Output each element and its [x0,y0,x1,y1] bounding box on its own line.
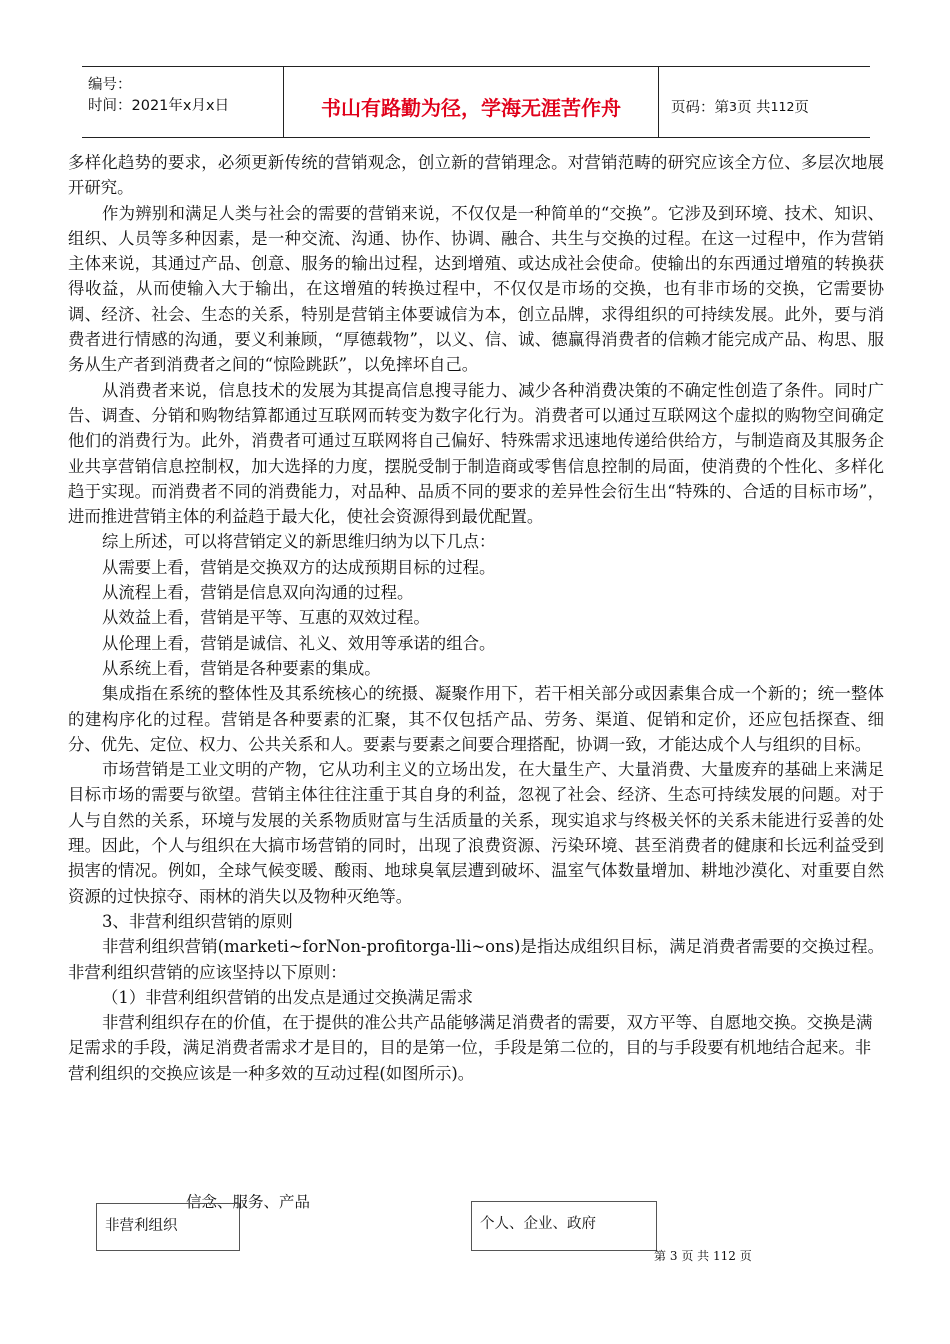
paragraph: 综上所述，可以将营销定义的新思维归纳为以下几点： [102,532,496,552]
section-heading: 3、非营利组织营销的原则 [102,911,293,931]
subsection-heading: （1）非营利组织营销的出发点是通过交换满足需求 [102,987,474,1007]
page-mid: 页 共 [736,99,771,116]
list-item: 从伦理上看，营销是诚信、礼义、效用等承诺的组合。 [102,633,496,653]
list-item: 从系统上看，营销是各种要素的集成。 [102,658,381,678]
page-suffix: 页 [794,99,809,116]
page-current: 3 [729,98,737,114]
header-page-info [659,67,870,137]
diagram-box-stakeholders: 个人、企业、政府 [471,1201,657,1251]
footer-current: 3 [669,1249,678,1263]
header-motto: 书山有路勤为径，学海无涯苦作舟 [284,67,659,137]
page-prefix: 页码：第 [671,99,729,116]
paragraph: 多样化趋势的要求，必须更新传统的营销观念，创立新的营销理念。对营销范畴的研究应该全方位、多层次地展开研究。 [68,153,884,198]
page-footer [654,1247,752,1264]
footer-suffix: 页 [739,1249,752,1263]
paragraph: 非营利组织营销(marketi~forNon-profitorga-lli~ons)是指达成组织目标，满足消费者需要的交换过程。非营利组织营销的应该坚持以下原则： [68,937,884,982]
footer-prefix: 第 [654,1249,667,1263]
time-label: 时间：2021年x月x日 [88,98,230,114]
paragraph: 市场营销是工业文明的产物，它从功利主义的立场出发，在大量生产、大量消费、大量废弃的基础上来满足目标市场的需要与欲望。营销主体往往注重于其自身的利益，忽视了社会、经济、生态可持续发展的问题。对于人与自然的关系，环境与发展的关系物质财富与生活质量的关系，现实追求与终极关怀的关系未能进行妥善的处理。因此，个人与组织在大搞市场营销的同时，出现了浪费资源、污染环境、甚至消费者的健康和长远利益受到损害的情况。例如，全球气候变暖、酸雨、地球臭氧层遭到破坏、温室气体数量增加、耕地沙漠化、对重要自然资源的过快掠夺、雨林的消失以及物种灭绝等。 [68,760,884,906]
list-item: 从需要上看，营销是交换双方的达成预期目标的过程。 [102,557,496,577]
list-item: 从流程上看，营销是信息双向沟通的过程。 [102,583,414,603]
paragraph: 作为辨别和满足人类与社会的需要的营销来说，不仅仅是一种简单的“交换”。它涉及到环境、技术、知识、组织、人员等多种因素，是一种交流、沟通、协作、协调、融合、共生与交换的过程。在这一过程中，作为营销主体来说，其通过产品、创意、服务的输出过程，达到增殖、或达成社会使命。使输出的东西通过增殖的转换获得收益，从而使输入大于输出，在这增殖的转换过程中，不仅仅是市场的交换，也有非市场的交换，它需要协调、经济、社会、生态的关系，特别是营销主体要诚信为本，创立品牌，求得组织的可持续发展。此外，要与消费者进行情感的沟通，要义利兼顾，“厚德载物”，以义、信、诚、德赢得消费者的信赖才能完成产品、构思、服务从生产者到消费者之间的“惊险跳跃”，以免摔坏自己。 [68,203,884,375]
diagram-box-nonprofit: 非营利组织 [96,1203,240,1251]
paragraph: 非营利组织存在的价值，在于提供的准公共产品能够满足消费者的需要，双方平等、自愿地交换。交换是满足需求的手段，满足消费者需求才是目的，目的是第一位，手段是第二位的，目的与手段要有机地结合起来。非营利组织的交换应该是一种多效的互动过程(如图所示)。 [68,1013,873,1083]
footer-total: 112 [712,1249,736,1263]
page-total: 112 [770,98,795,114]
page-header [82,66,870,138]
paragraph: 集成指在系统的整体性及其系统核心的统摄、凝聚作用下，若干相关部分或因素集合成一个新的；统一整体的建构序化的过程。营销是各种要素的汇聚，其不仅包括产品、劳务、渠道、促销和定价，还应包括探查、细分、优先、定位、权力、公共关系和人。要素与要素之间要合理搭配，协调一致，才能达成个人与组织的目标。 [68,684,884,754]
number-label: 编号： [88,77,132,93]
document-body [68,150,884,1086]
paragraph: 从消费者来说，信息技术的发展为其提高信息搜寻能力、减少各种消费决策的不确定性创造了条件。同时广告、调查、分销和购物结算都通过互联网而转变为数字化行为。消费者可以通过互联网这个虚拟的购物空间确定他们的消费行为。此外，消费者可通过互联网将自己偏好、特殊需求迅速地传递给供给方，与制造商及其服务企业共享营销信息控制权，加大选择的力度，摆脱受制于制造商或零售信息控制的局面，使消费的个性化、多样化趋于实现。而消费者不同的消费能力，对品种、品质不同的要求的差异性会衍生出“特殊的、合适的目标市场”，进而推进营销主体的利益趋于最大化，使社会资源得到最优配置。 [68,380,884,527]
list-item: 从效益上看，营销是平等、互惠的双效过程。 [102,608,430,628]
diagram-arrow-label: 信念、服务、产品 [186,1193,311,1211]
header-meta [82,67,284,137]
footer-mid: 页 共 [681,1249,710,1263]
